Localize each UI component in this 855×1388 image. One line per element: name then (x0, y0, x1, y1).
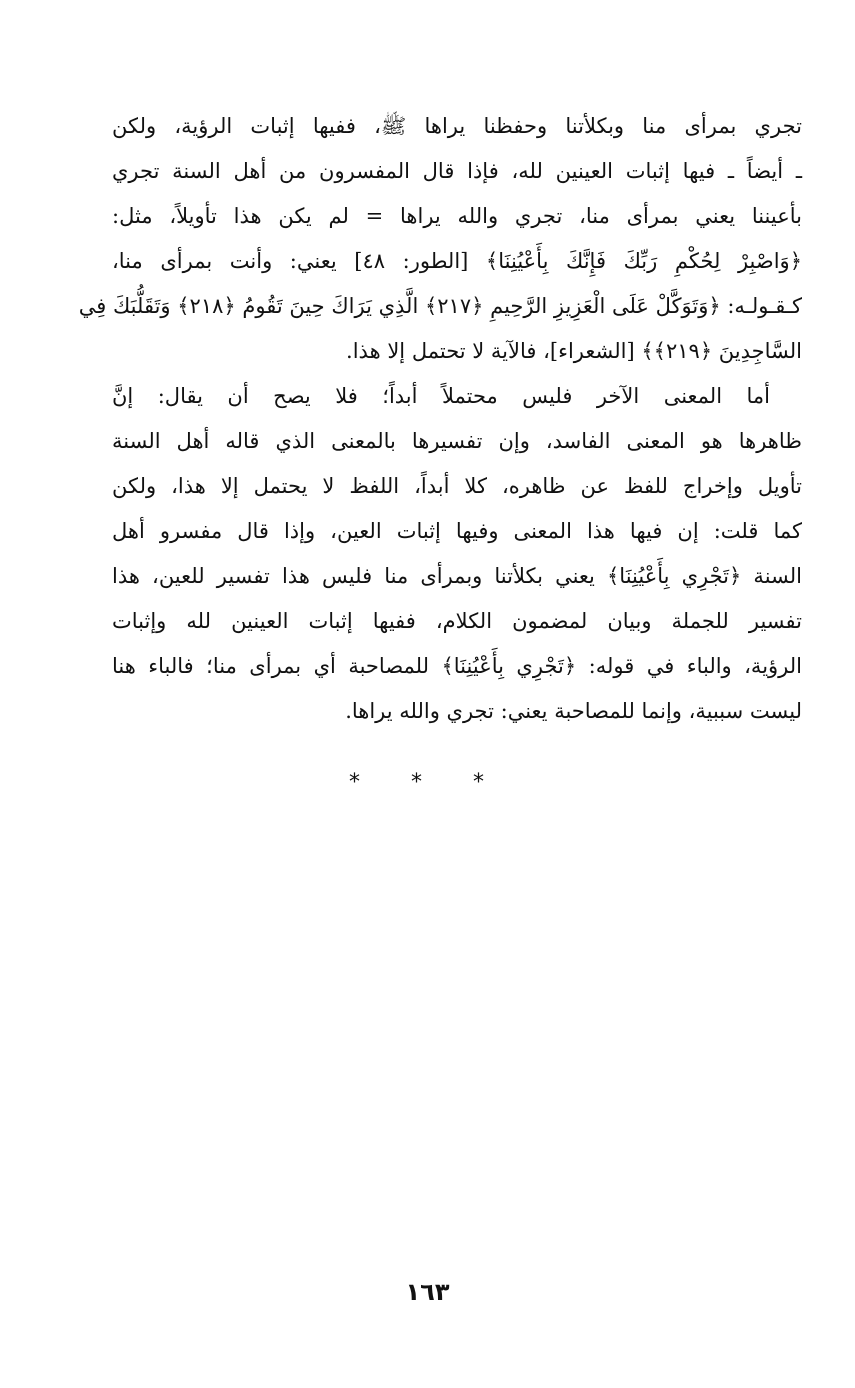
text-line: السَّاجِدِينَ ﴿٢١٩﴾﴾ [الشعراء]، فالآية لا تحتمل إلا هذا. (346, 339, 802, 363)
text-line: ﴿وَاصْبِرْ لِحُكْمِ رَبِّكَ فَإِنَّكَ بِأَعْيُنِنَا﴾ [الطور: ٤٨] يعني: وأنت بمرأى منا، (112, 249, 802, 273)
text-line: أما المعنى الآخر فليس محتملاً أبداً؛ فلا يصح أن يقال: إنَّ (112, 384, 770, 408)
page-number: ١٦٣ (405, 1278, 450, 1306)
text-line: الرؤية، والباء في قوله: ﴿تَجْرِي بِأَعْيُنِنَا﴾ للمصاحبة أي بمرأى منا؛ فالباء هنا (112, 654, 802, 678)
text-line: ظاهرها هو المعنى الفاسد، وإن تفسيرها بالمعنى الذي قاله أهل السنة (112, 429, 802, 453)
text-line: تأويل وإخراج للفظ عن ظاهره، كلا أبداً، اللفظ لا يحتمل إلا هذا، ولكن (112, 474, 802, 498)
text-line: بأعيننا يعني بمرأى منا، تجري والله يراها = لم يكن هذا تأويلاً، مثل: (112, 204, 802, 228)
text-line: كـقـولـه: ﴿وَتَوَكَّلْ عَلَى الْعَزِيزِ الرَّحِيمِ ﴿٢١٧﴾ الَّذِي يَرَاكَ حِينَ تَقُومُ ﴿٢١٨﴾ وَتَقَلُّبَكَ فِي (78, 294, 802, 318)
text-line: تجري بمرأى منا وبكلأتنا وحفظنا يراها ﷺ، ففيها إثبات الرؤية، ولكن (112, 114, 802, 138)
section-separator: * * * (349, 770, 506, 795)
paragraph-2 (112, 374, 802, 734)
text-line: ـ أيضاً ـ فيها إثبات العينين لله، فإذا قال المفسرون من أهل السنة تجري (112, 159, 802, 183)
text-line: تفسير للجملة وبيان لمضمون الكلام، ففيها إثبات العينين لله وإثبات (112, 609, 802, 633)
text-line: ليست سببية، وإنما للمصاحبة يعني: تجري والله يراها. (345, 699, 802, 723)
paragraph-1 (78, 104, 802, 374)
text-line: السنة ﴿تَجْرِي بِأَعْيُنِنَا﴾ يعني بكلأتنا وبمرأى منا فليس هذا تفسير للعين، هذا (112, 564, 802, 588)
text-line: كما قلت: إن فيها هذا المعنى وفيها إثبات العين، وإذا قال مفسرو أهل (112, 519, 802, 543)
